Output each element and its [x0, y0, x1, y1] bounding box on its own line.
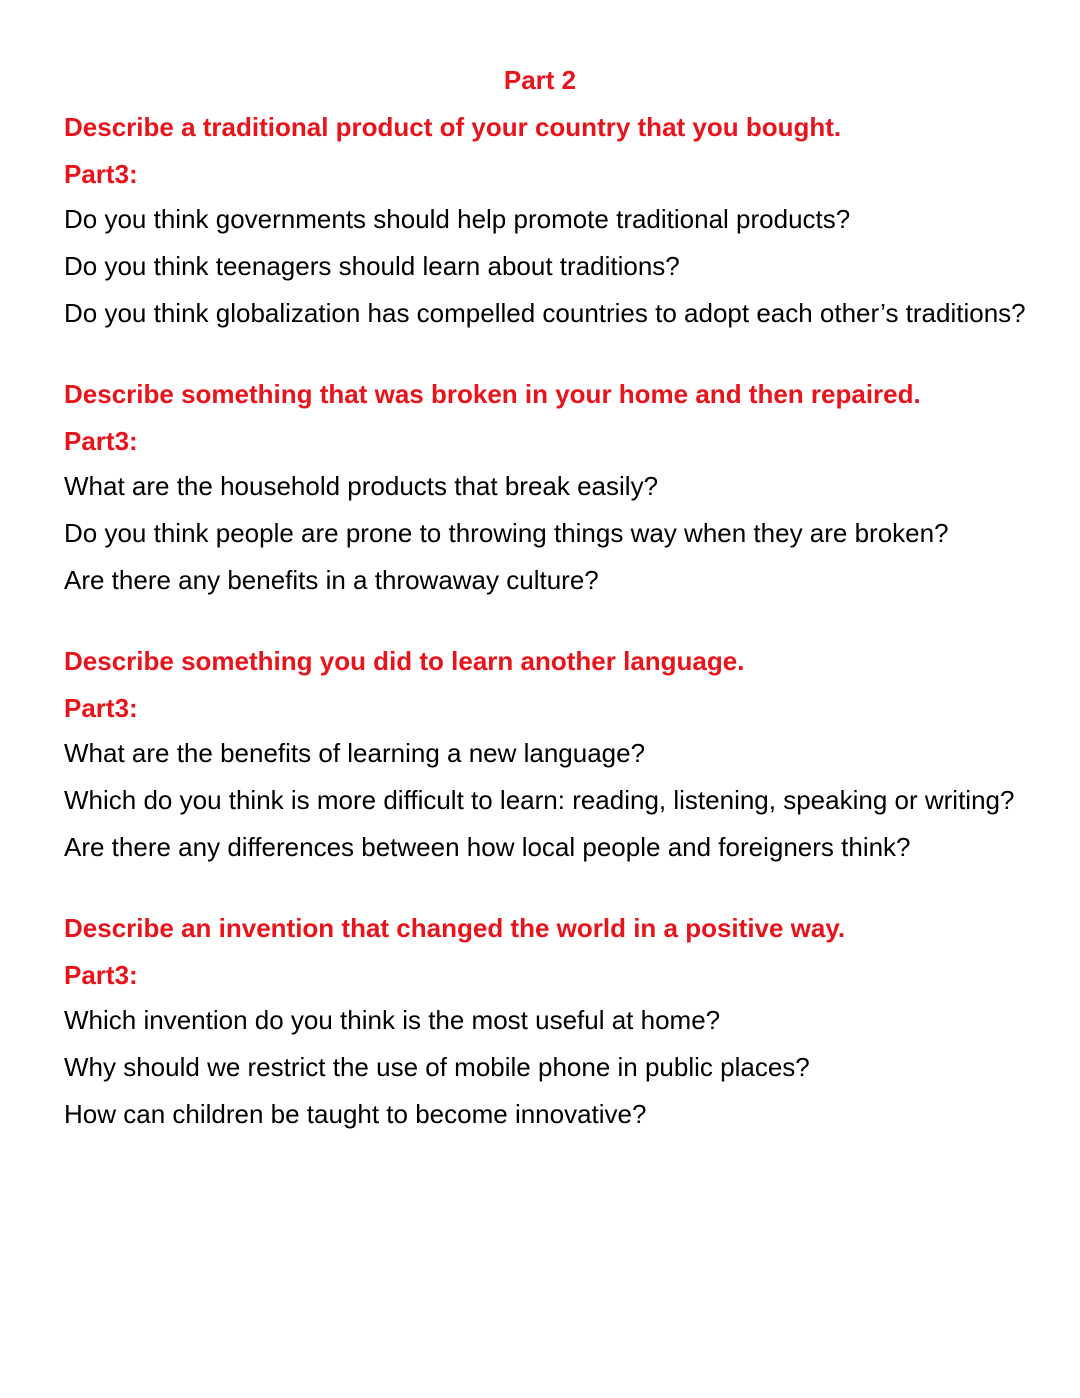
question-item: Are there any differences between how local people and foreigners think?: [64, 832, 911, 862]
topic-heading: Describe something you did to learn another language.: [64, 646, 745, 676]
part3-label: Part3:: [64, 960, 138, 990]
question-item: Are there any benefits in a throwaway culture?: [64, 565, 599, 595]
question-item: Do you think governments should help promote traditional products?: [64, 204, 851, 234]
topic-section: [64, 109, 1054, 329]
question-item: What are the household products that break easily?: [64, 471, 659, 501]
topic-heading: Describe a traditional product of your country that you bought.: [64, 112, 842, 142]
part3-label: Part3:: [64, 426, 138, 456]
question-item: Do you think globalization has compelled countries to adopt each other’s traditions?: [64, 298, 1026, 328]
question-item: Which invention do you think is the most useful at home?: [64, 1005, 721, 1035]
part-title: Part 2: [503, 65, 577, 95]
topic-sections: [64, 109, 1054, 1177]
question-item: Which do you think is more difficult to learn: reading, listening, speaking or writing?: [64, 785, 1015, 815]
part3-label: Part3:: [64, 159, 138, 189]
topic-section: [64, 376, 1054, 596]
question-item: What are the benefits of learning a new language?: [64, 738, 646, 768]
topic-section: [64, 910, 1054, 1130]
topic-section: [64, 643, 1054, 863]
topic-heading: Describe something that was broken in your home and then repaired.: [64, 379, 921, 409]
question-item: Why should we restrict the use of mobile phone in public places?: [64, 1052, 810, 1082]
question-item: Do you think people are prone to throwing things way when they are broken?: [64, 518, 949, 548]
question-item: How can children be taught to become innovative?: [64, 1099, 647, 1129]
part3-label: Part3:: [64, 693, 138, 723]
question-item: Do you think teenagers should learn about traditions?: [64, 251, 680, 281]
topic-heading: Describe an invention that changed the world in a positive way.: [64, 913, 846, 943]
